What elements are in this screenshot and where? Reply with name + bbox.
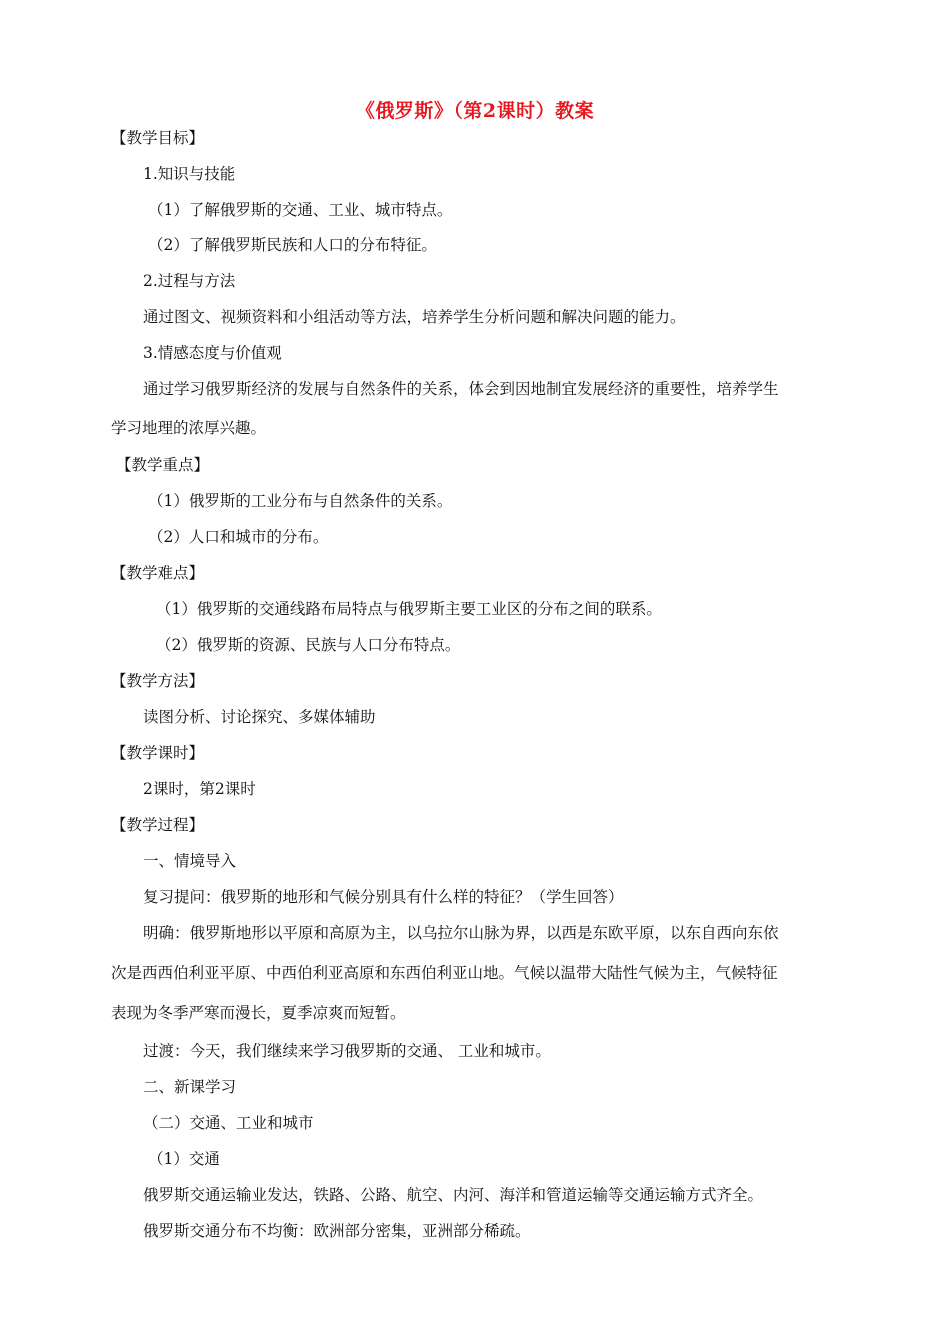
- objective-item-1: （1）了解俄罗斯的交通、工业、城市特点。: [148, 201, 453, 219]
- key-point-2: （2）人口和城市的分布。: [148, 528, 329, 546]
- difficulty-2: （2）俄罗斯的资源、民族与人口分布特点。: [156, 636, 461, 654]
- values-paragraph-line-1: 通过学习俄罗斯经济的发展与自然条件的关系，体会到因地制宜发展经济的重要性，培养学生: [143, 380, 779, 398]
- key-point-1: （1）俄罗斯的工业分布与自然条件的关系。: [148, 492, 453, 510]
- difficulty-1: （1）俄罗斯的交通线路布局特点与俄罗斯主要工业区的分布之间的联系。: [156, 600, 662, 618]
- objective-item-2: （2）了解俄罗斯民族和人口的分布特征。: [148, 236, 437, 254]
- process-paragraph: 通过图文、视频资料和小组活动等方法，培养学生分析问题和解决问题的能力。: [143, 308, 686, 326]
- subheading-process: 2.过程与方法: [143, 272, 236, 290]
- subsection-transport-industry-cities: （二）交通、工业和城市: [143, 1114, 314, 1132]
- periods-text: 2课时，第2课时: [143, 780, 256, 798]
- transport-paragraph-1: 俄罗斯交通运输业发达，铁路、公路、航空、内河、海洋和管道运输等交通运输方式齐全。: [143, 1186, 764, 1204]
- subheading-values: 3.情感态度与价值观: [143, 344, 282, 362]
- values-paragraph-line-2: 学习地理的浓厚兴趣。: [111, 419, 267, 437]
- step-intro-heading: 一、情境导入: [143, 852, 237, 870]
- section-heading-process: 【教学过程】: [111, 816, 205, 834]
- subheading-knowledge: 1.知识与技能: [143, 165, 236, 183]
- review-question: 复习提问：俄罗斯的地形和气候分别具有什么样的特征？（学生回答）: [143, 888, 624, 906]
- transition-text: 过渡：今天，我们继续来学习俄罗斯的交通、 工业和城市。: [143, 1042, 551, 1060]
- clarification-line-3: 表现为冬季严寒而漫长，夏季凉爽而短暂。: [111, 1004, 406, 1022]
- step-new-lesson-heading: 二、新课学习: [143, 1078, 237, 1096]
- section-heading-methods: 【教学方法】: [111, 672, 205, 690]
- document-title: 《俄罗斯》（第2课时）教案: [355, 100, 595, 122]
- subsection-transport: （1）交通: [148, 1150, 220, 1168]
- section-heading-difficulties: 【教学难点】: [111, 564, 205, 582]
- clarification-line-2: 次是西西伯利亚平原、中西伯利亚高原和东西伯利亚山地。气候以温带大陆性气候为主，气候特征: [111, 964, 778, 982]
- methods-text: 读图分析、讨论探究、多媒体辅助: [143, 708, 376, 726]
- transport-paragraph-2: 俄罗斯交通分布不均衡：欧洲部分密集，亚洲部分稀疏。: [143, 1222, 531, 1240]
- section-heading-key-points: 【教学重点】: [116, 456, 210, 474]
- clarification-line-1: 明确：俄罗斯地形以平原和高原为主，以乌拉尔山脉为界，以西是东欧平原，以东自西向东依: [143, 924, 779, 942]
- section-heading-objectives: 【教学目标】: [111, 129, 205, 147]
- section-heading-periods: 【教学课时】: [111, 744, 205, 762]
